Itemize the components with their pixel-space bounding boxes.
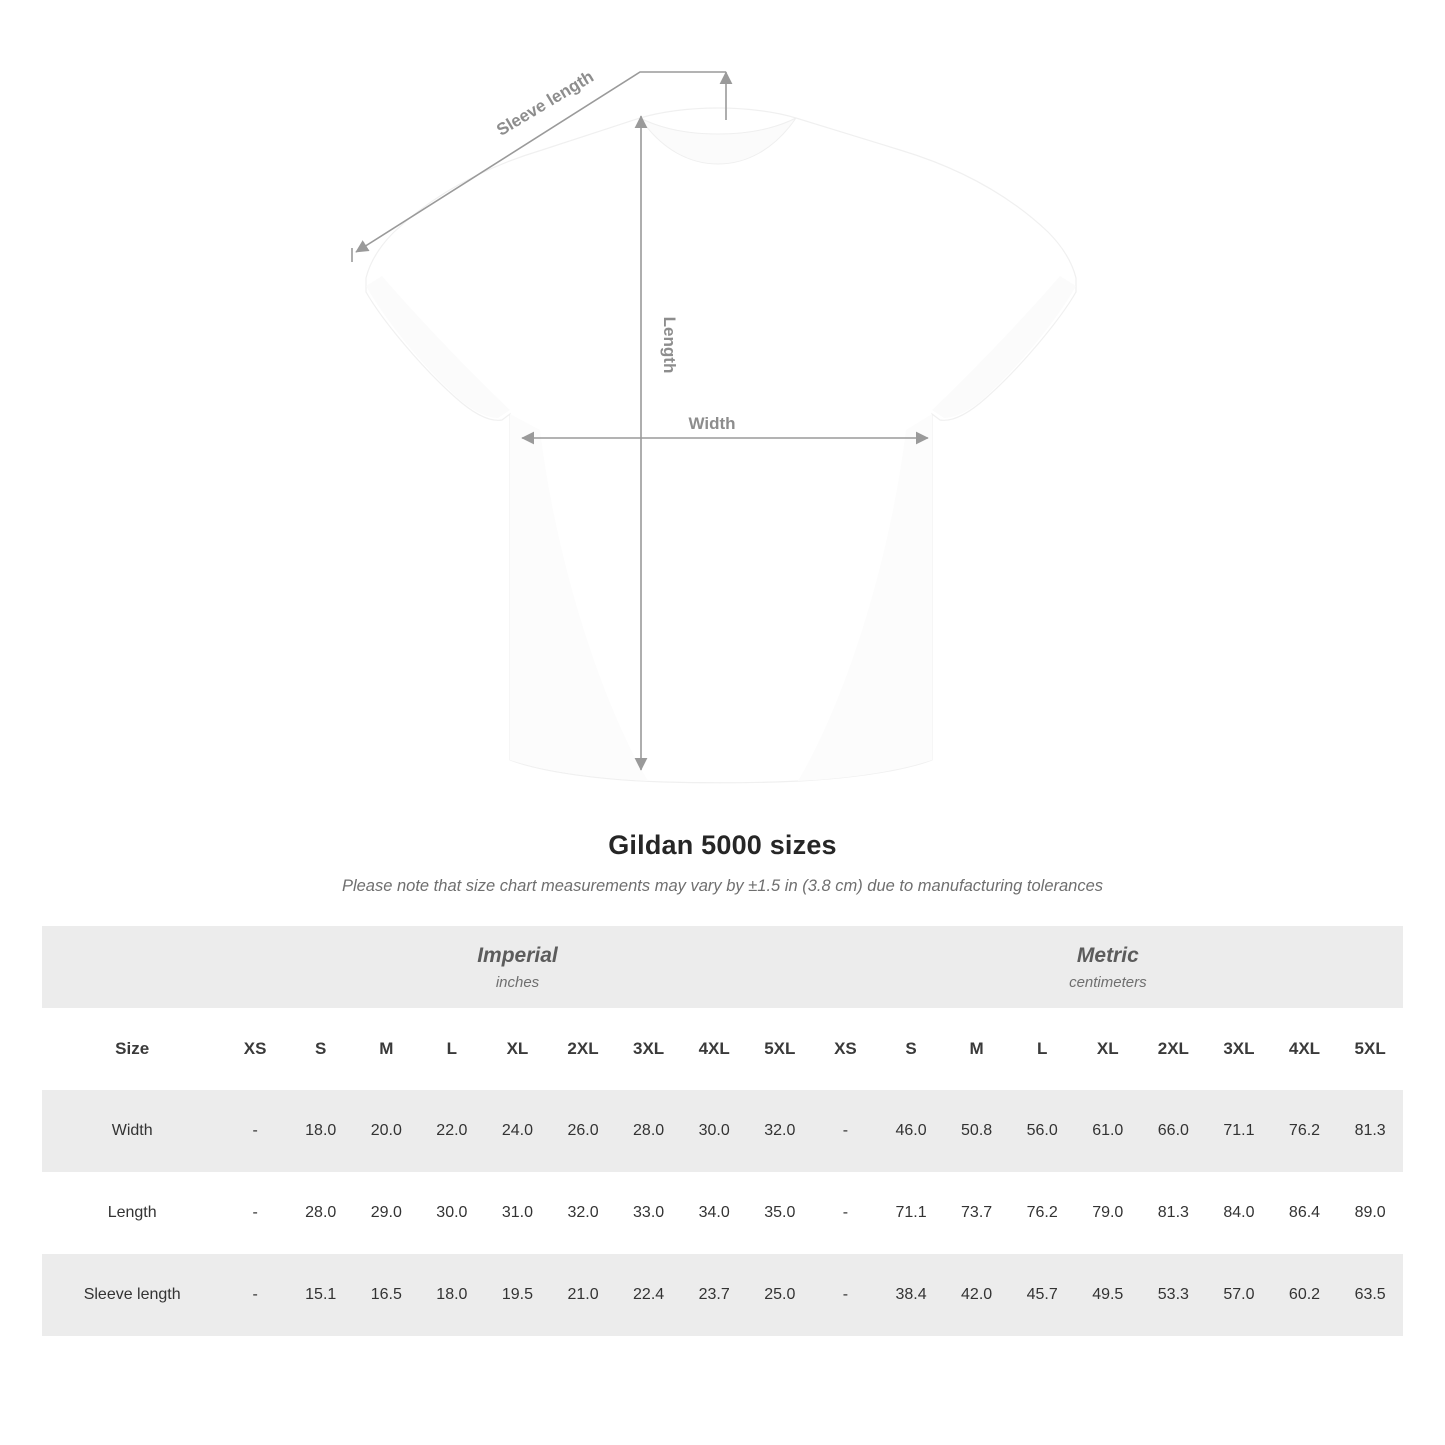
sleeve-imperial-xl: 19.5 xyxy=(485,1254,551,1336)
size-row-label: Size xyxy=(42,1008,222,1090)
row-label-length: Length xyxy=(42,1172,222,1254)
table-row-width xyxy=(42,1090,1403,1172)
size-header-metric-l: L xyxy=(1009,1008,1075,1090)
size-header-row xyxy=(42,1008,1403,1090)
size-header-metric-m: M xyxy=(944,1008,1010,1090)
sleeve-metric-5xl: 63.5 xyxy=(1337,1254,1403,1336)
length-metric-2xl: 81.3 xyxy=(1141,1172,1207,1254)
size-header-imperial-3xl: 3XL xyxy=(616,1008,682,1090)
sleeve-imperial-l: 18.0 xyxy=(419,1254,485,1336)
width-metric-m: 50.8 xyxy=(944,1090,1010,1172)
table-row-sleeve-length xyxy=(42,1254,1403,1336)
unit-header-metric xyxy=(813,926,1403,1008)
size-table-wrapper xyxy=(42,926,1403,1336)
size-header-metric-xl: XL xyxy=(1075,1008,1141,1090)
sleeve-metric-l: 45.7 xyxy=(1009,1254,1075,1336)
width-imperial-4xl: 30.0 xyxy=(681,1090,747,1172)
length-label: Length xyxy=(660,316,679,374)
unit-header-imperial xyxy=(222,926,812,1008)
sleeve-metric-xs: - xyxy=(813,1254,879,1336)
width-label: Width xyxy=(688,414,736,433)
size-header-imperial-xs: XS xyxy=(222,1008,288,1090)
sleeve-imperial-2xl: 21.0 xyxy=(550,1254,616,1336)
unit-header-spacer xyxy=(42,926,222,1008)
length-metric-s: 71.1 xyxy=(878,1172,944,1254)
tolerance-note: Please note that size chart measurements may vary by ±1.5 in (3.8 cm) due to manufacturing tolerances xyxy=(341,877,1104,895)
size-header-metric-4xl: 4XL xyxy=(1272,1008,1338,1090)
width-imperial-xs: - xyxy=(222,1090,288,1172)
width-imperial-s: 18.0 xyxy=(288,1090,354,1172)
sleeve-metric-3xl: 57.0 xyxy=(1206,1254,1272,1336)
size-header-imperial-s: S xyxy=(288,1008,354,1090)
size-header-imperial-xl: XL xyxy=(485,1008,551,1090)
length-metric-3xl: 84.0 xyxy=(1206,1172,1272,1254)
sleeve-imperial-4xl: 23.7 xyxy=(681,1254,747,1336)
unit-header-row xyxy=(42,926,1403,1008)
size-header-imperial-2xl: 2XL xyxy=(550,1008,616,1090)
size-header-imperial-4xl: 4XL xyxy=(681,1008,747,1090)
width-imperial-m: 20.0 xyxy=(354,1090,420,1172)
size-header-metric-s: S xyxy=(878,1008,944,1090)
size-header-imperial-5xl: 5XL xyxy=(747,1008,813,1090)
length-imperial-4xl: 34.0 xyxy=(681,1172,747,1254)
table-row-length xyxy=(42,1172,1403,1254)
width-imperial-l: 22.0 xyxy=(419,1090,485,1172)
width-metric-3xl: 71.1 xyxy=(1206,1090,1272,1172)
chart-title: Gildan 5000 sizes xyxy=(608,830,837,860)
sleeve-metric-xl: 49.5 xyxy=(1075,1254,1141,1336)
width-metric-xs: - xyxy=(813,1090,879,1172)
size-header-imperial-m: M xyxy=(354,1008,420,1090)
width-metric-2xl: 66.0 xyxy=(1141,1090,1207,1172)
sleeve-metric-s: 38.4 xyxy=(878,1254,944,1336)
sleeve-metric-4xl: 60.2 xyxy=(1272,1254,1338,1336)
length-imperial-2xl: 32.0 xyxy=(550,1172,616,1254)
unit-sub-metric: centimeters xyxy=(1069,973,1147,991)
sleeve-imperial-m: 16.5 xyxy=(354,1254,420,1336)
width-imperial-3xl: 28.0 xyxy=(616,1090,682,1172)
row-label-sleeve-length: Sleeve length xyxy=(42,1254,222,1336)
width-imperial-5xl: 32.0 xyxy=(747,1090,813,1172)
sleeve-imperial-3xl: 22.4 xyxy=(616,1254,682,1336)
width-metric-5xl: 81.3 xyxy=(1337,1090,1403,1172)
sleeve-metric-2xl: 53.3 xyxy=(1141,1254,1207,1336)
size-header-metric-3xl: 3XL xyxy=(1206,1008,1272,1090)
unit-name-imperial: Imperial xyxy=(477,944,558,968)
sleeve-metric-m: 42.0 xyxy=(944,1254,1010,1336)
length-metric-m: 73.7 xyxy=(944,1172,1010,1254)
length-imperial-l: 30.0 xyxy=(419,1172,485,1254)
title-block xyxy=(0,830,1445,896)
sleeve-length-label: Sleeve length xyxy=(493,66,598,140)
unit-sub-imperial: inches xyxy=(495,973,540,991)
width-metric-xl: 61.0 xyxy=(1075,1090,1141,1172)
length-imperial-m: 29.0 xyxy=(354,1172,420,1254)
length-imperial-xl: 31.0 xyxy=(485,1172,551,1254)
size-header-metric-5xl: 5XL xyxy=(1337,1008,1403,1090)
row-label-width: Width xyxy=(42,1090,222,1172)
length-imperial-3xl: 33.0 xyxy=(616,1172,682,1254)
width-imperial-xl: 24.0 xyxy=(485,1090,551,1172)
length-metric-xs: - xyxy=(813,1172,879,1254)
length-metric-4xl: 86.4 xyxy=(1272,1172,1338,1254)
sleeve-imperial-5xl: 25.0 xyxy=(747,1254,813,1336)
length-metric-5xl: 89.0 xyxy=(1337,1172,1403,1254)
width-metric-s: 46.0 xyxy=(878,1090,944,1172)
length-metric-l: 76.2 xyxy=(1009,1172,1075,1254)
unit-name-metric: Metric xyxy=(1076,944,1139,968)
width-metric-l: 56.0 xyxy=(1009,1090,1075,1172)
tshirt-shape xyxy=(366,108,1076,783)
width-imperial-2xl: 26.0 xyxy=(550,1090,616,1172)
length-imperial-5xl: 35.0 xyxy=(747,1172,813,1254)
length-imperial-s: 28.0 xyxy=(288,1172,354,1254)
width-metric-4xl: 76.2 xyxy=(1272,1090,1338,1172)
length-metric-xl: 79.0 xyxy=(1075,1172,1141,1254)
sleeve-imperial-xs: - xyxy=(222,1254,288,1336)
size-header-imperial-l: L xyxy=(419,1008,485,1090)
size-header-metric-2xl: 2XL xyxy=(1141,1008,1207,1090)
sleeve-imperial-s: 15.1 xyxy=(288,1254,354,1336)
length-imperial-xs: - xyxy=(222,1172,288,1254)
size-table xyxy=(42,926,1403,1336)
size-header-metric-xs: XS xyxy=(813,1008,879,1090)
